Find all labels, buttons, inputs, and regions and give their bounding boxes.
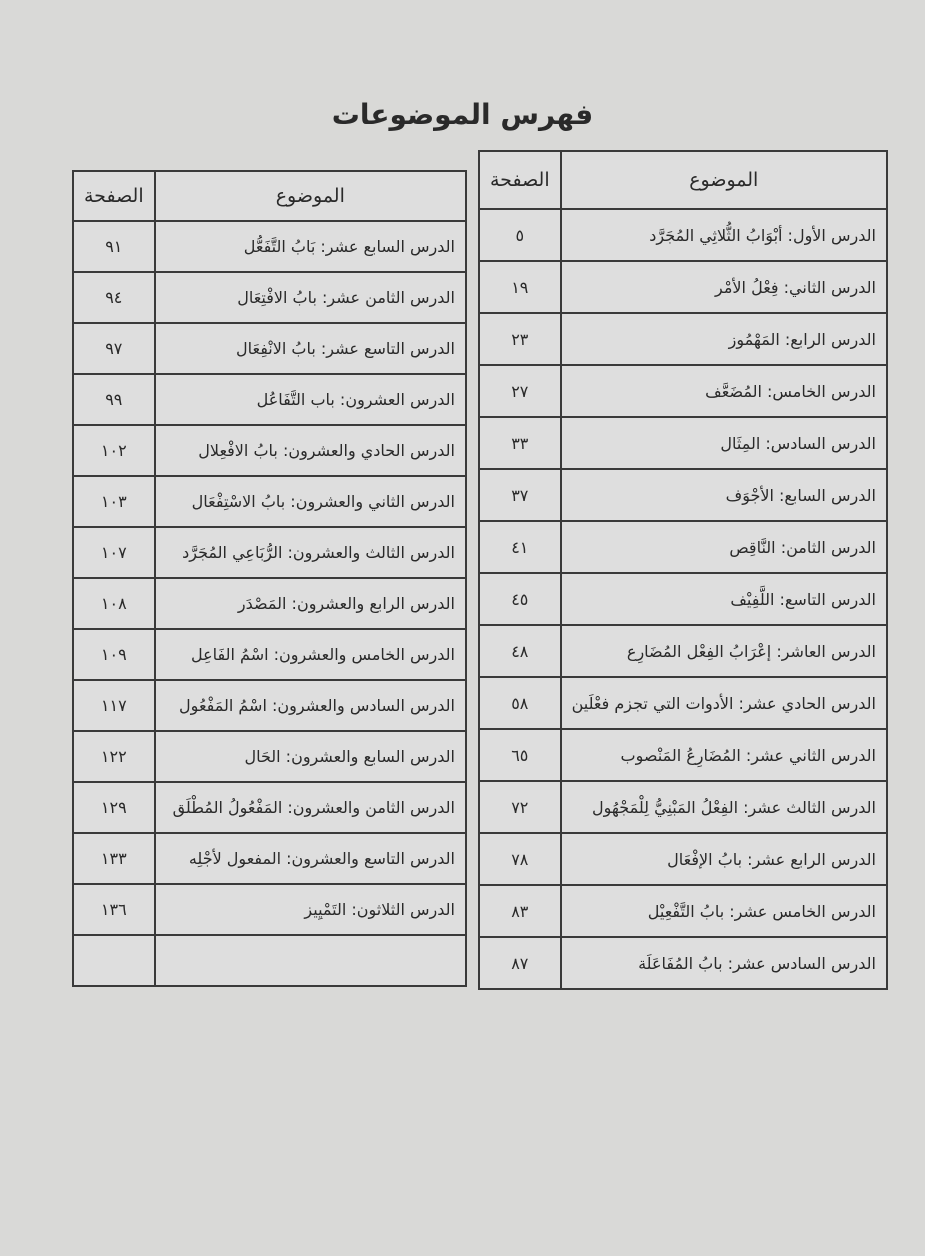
page-number: ٩٩ [73, 374, 155, 425]
table-row [479, 677, 887, 729]
table-header-row [479, 151, 887, 209]
page-number: ٥ [479, 209, 561, 261]
table-row [73, 578, 466, 629]
page-number: ٩٤ [73, 272, 155, 323]
page-number: ٣٣ [479, 417, 561, 469]
table-row [73, 884, 466, 935]
lesson-topic: الدرس الثاني: فِعْلُ الأمْر [561, 261, 887, 313]
table-row [479, 625, 887, 677]
page-number: ٤٨ [479, 625, 561, 677]
page-number: ٧٨ [479, 833, 561, 885]
lesson-topic: الدرس الرابع عشر: بابُ الإفْعَال [561, 833, 887, 885]
table-row [73, 374, 466, 425]
page-number: ١١٧ [73, 680, 155, 731]
lesson-topic: الدرس الحادي والعشرون: بابُ الافْعِلال [155, 425, 466, 476]
table-row [73, 833, 466, 884]
page-number: ٤٥ [479, 573, 561, 625]
page-number: ٨٣ [479, 885, 561, 937]
lesson-topic: الدرس الخامس والعشرون: اسْمُ الفَاعِل [155, 629, 466, 680]
lesson-topic: الدرس الحادي عشر: الأدوات التي تجزم فعْلَين [561, 677, 887, 729]
page-number: ١٣٦ [73, 884, 155, 935]
lesson-topic: الدرس التاسع والعشرون: المفعول لأجْلِه [155, 833, 466, 884]
page-number: ٧٢ [479, 781, 561, 833]
table-row [479, 885, 887, 937]
page-number: ٣٧ [479, 469, 561, 521]
lesson-topic: الدرس السادس عشر: بابُ المُفَاعَلَة [561, 937, 887, 989]
page-column-header: الصفحة [73, 171, 155, 221]
table-row [73, 476, 466, 527]
lesson-topic: الدرس السابع والعشرون: الحَال [155, 731, 466, 782]
page-number: ٤١ [479, 521, 561, 573]
lesson-topic: الدرس الرابع: المَهْمُوز [561, 313, 887, 365]
toc-table-left [72, 170, 467, 987]
page-title: فهرس الموضوعات [331, 98, 594, 131]
page-number: ٩٧ [73, 323, 155, 374]
lesson-topic: الدرس الرابع والعشرون: المَصْدَر [155, 578, 466, 629]
page-number: ١٢٩ [73, 782, 155, 833]
table-header-row [73, 171, 466, 221]
table-row [479, 729, 887, 781]
page-number: ٦٥ [479, 729, 561, 781]
table-row [73, 629, 466, 680]
table-row [73, 782, 466, 833]
table-row [73, 221, 466, 272]
page-column-header: الصفحة [479, 151, 561, 209]
topic-column-header: الموضوع [561, 151, 887, 209]
page-number: ٨٧ [479, 937, 561, 989]
toc-table-right [478, 150, 888, 990]
table-row [479, 573, 887, 625]
page-number: ٢٣ [479, 313, 561, 365]
table-row [73, 680, 466, 731]
table-row [479, 417, 887, 469]
lesson-topic: الدرس الثامن عشر: بابُ الافْتِعَال [155, 272, 466, 323]
page-number: ١٣٣ [73, 833, 155, 884]
lesson-topic: الدرس الثامن: النَّاقِص [561, 521, 887, 573]
page-number: ٩١ [73, 221, 155, 272]
page-number: ١٩ [479, 261, 561, 313]
page-number: ٢٧ [479, 365, 561, 417]
page-number [73, 935, 155, 986]
table-row [479, 313, 887, 365]
table-row [479, 521, 887, 573]
table-row [479, 209, 887, 261]
page-number: ١٠٨ [73, 578, 155, 629]
lesson-topic: الدرس الثاني عشر: المُضَارِعُ المَنْصوب [561, 729, 887, 781]
lesson-topic: الدرس التاسع: اللَّفِيْف [561, 573, 887, 625]
lesson-topic: الدرس التاسع عشر: بابُ الانْفِعَال [155, 323, 466, 374]
page-number: ١٠٧ [73, 527, 155, 578]
lesson-topic [155, 935, 466, 986]
lesson-topic: الدرس السادس: المِثَال [561, 417, 887, 469]
table-row [479, 365, 887, 417]
lesson-topic: الدرس العشرون: باب التَّفَاعُل [155, 374, 466, 425]
table-row [479, 781, 887, 833]
table-row [479, 937, 887, 989]
page-number: ١٠٣ [73, 476, 155, 527]
page-number: ٥٨ [479, 677, 561, 729]
lesson-topic: الدرس الثاني والعشرون: بابُ الاسْتِفْعَال [155, 476, 466, 527]
lesson-topic: الدرس الأول: أبْوَابُ الثُّلاثِي المُجَرَّد [561, 209, 887, 261]
table-row [479, 261, 887, 313]
lesson-topic: الدرس السادس والعشرون: اسْمُ المَفْعُول [155, 680, 466, 731]
table-row [73, 425, 466, 476]
table-row [73, 323, 466, 374]
lesson-topic: الدرس العاشر: إعْرَابُ الفِعْل المُضَارِع [561, 625, 887, 677]
table-row [479, 469, 887, 521]
lesson-topic: الدرس السابع عشر: بَابُ التَّفَعُّل [155, 221, 466, 272]
lesson-topic: الدرس السابع: الأجْوَف [561, 469, 887, 521]
table-row [73, 731, 466, 782]
page-number: ١٠٢ [73, 425, 155, 476]
lesson-topic: الدرس الثلاثون: التَمْيِيز [155, 884, 466, 935]
page-number: ١٢٢ [73, 731, 155, 782]
lesson-topic: الدرس الخامس عشر: بابُ التَّفْعِيْل [561, 885, 887, 937]
lesson-topic: الدرس الثامن والعشرون: المَفْعُولُ المُطْلَق [155, 782, 466, 833]
table-row [73, 272, 466, 323]
page-number: ١٠٩ [73, 629, 155, 680]
table-row [73, 935, 466, 986]
table-row [73, 527, 466, 578]
lesson-topic: الدرس الثالث عشر: الفِعْلُ المَبْنِيُّ لِلْمَجْهُول [561, 781, 887, 833]
topic-column-header: الموضوع [155, 171, 466, 221]
lesson-topic: الدرس الخامس: المُضَعَّف [561, 365, 887, 417]
table-row [479, 833, 887, 885]
lesson-topic: الدرس الثالث والعشرون: الرُّبَاعِي المُجَرَّد [155, 527, 466, 578]
